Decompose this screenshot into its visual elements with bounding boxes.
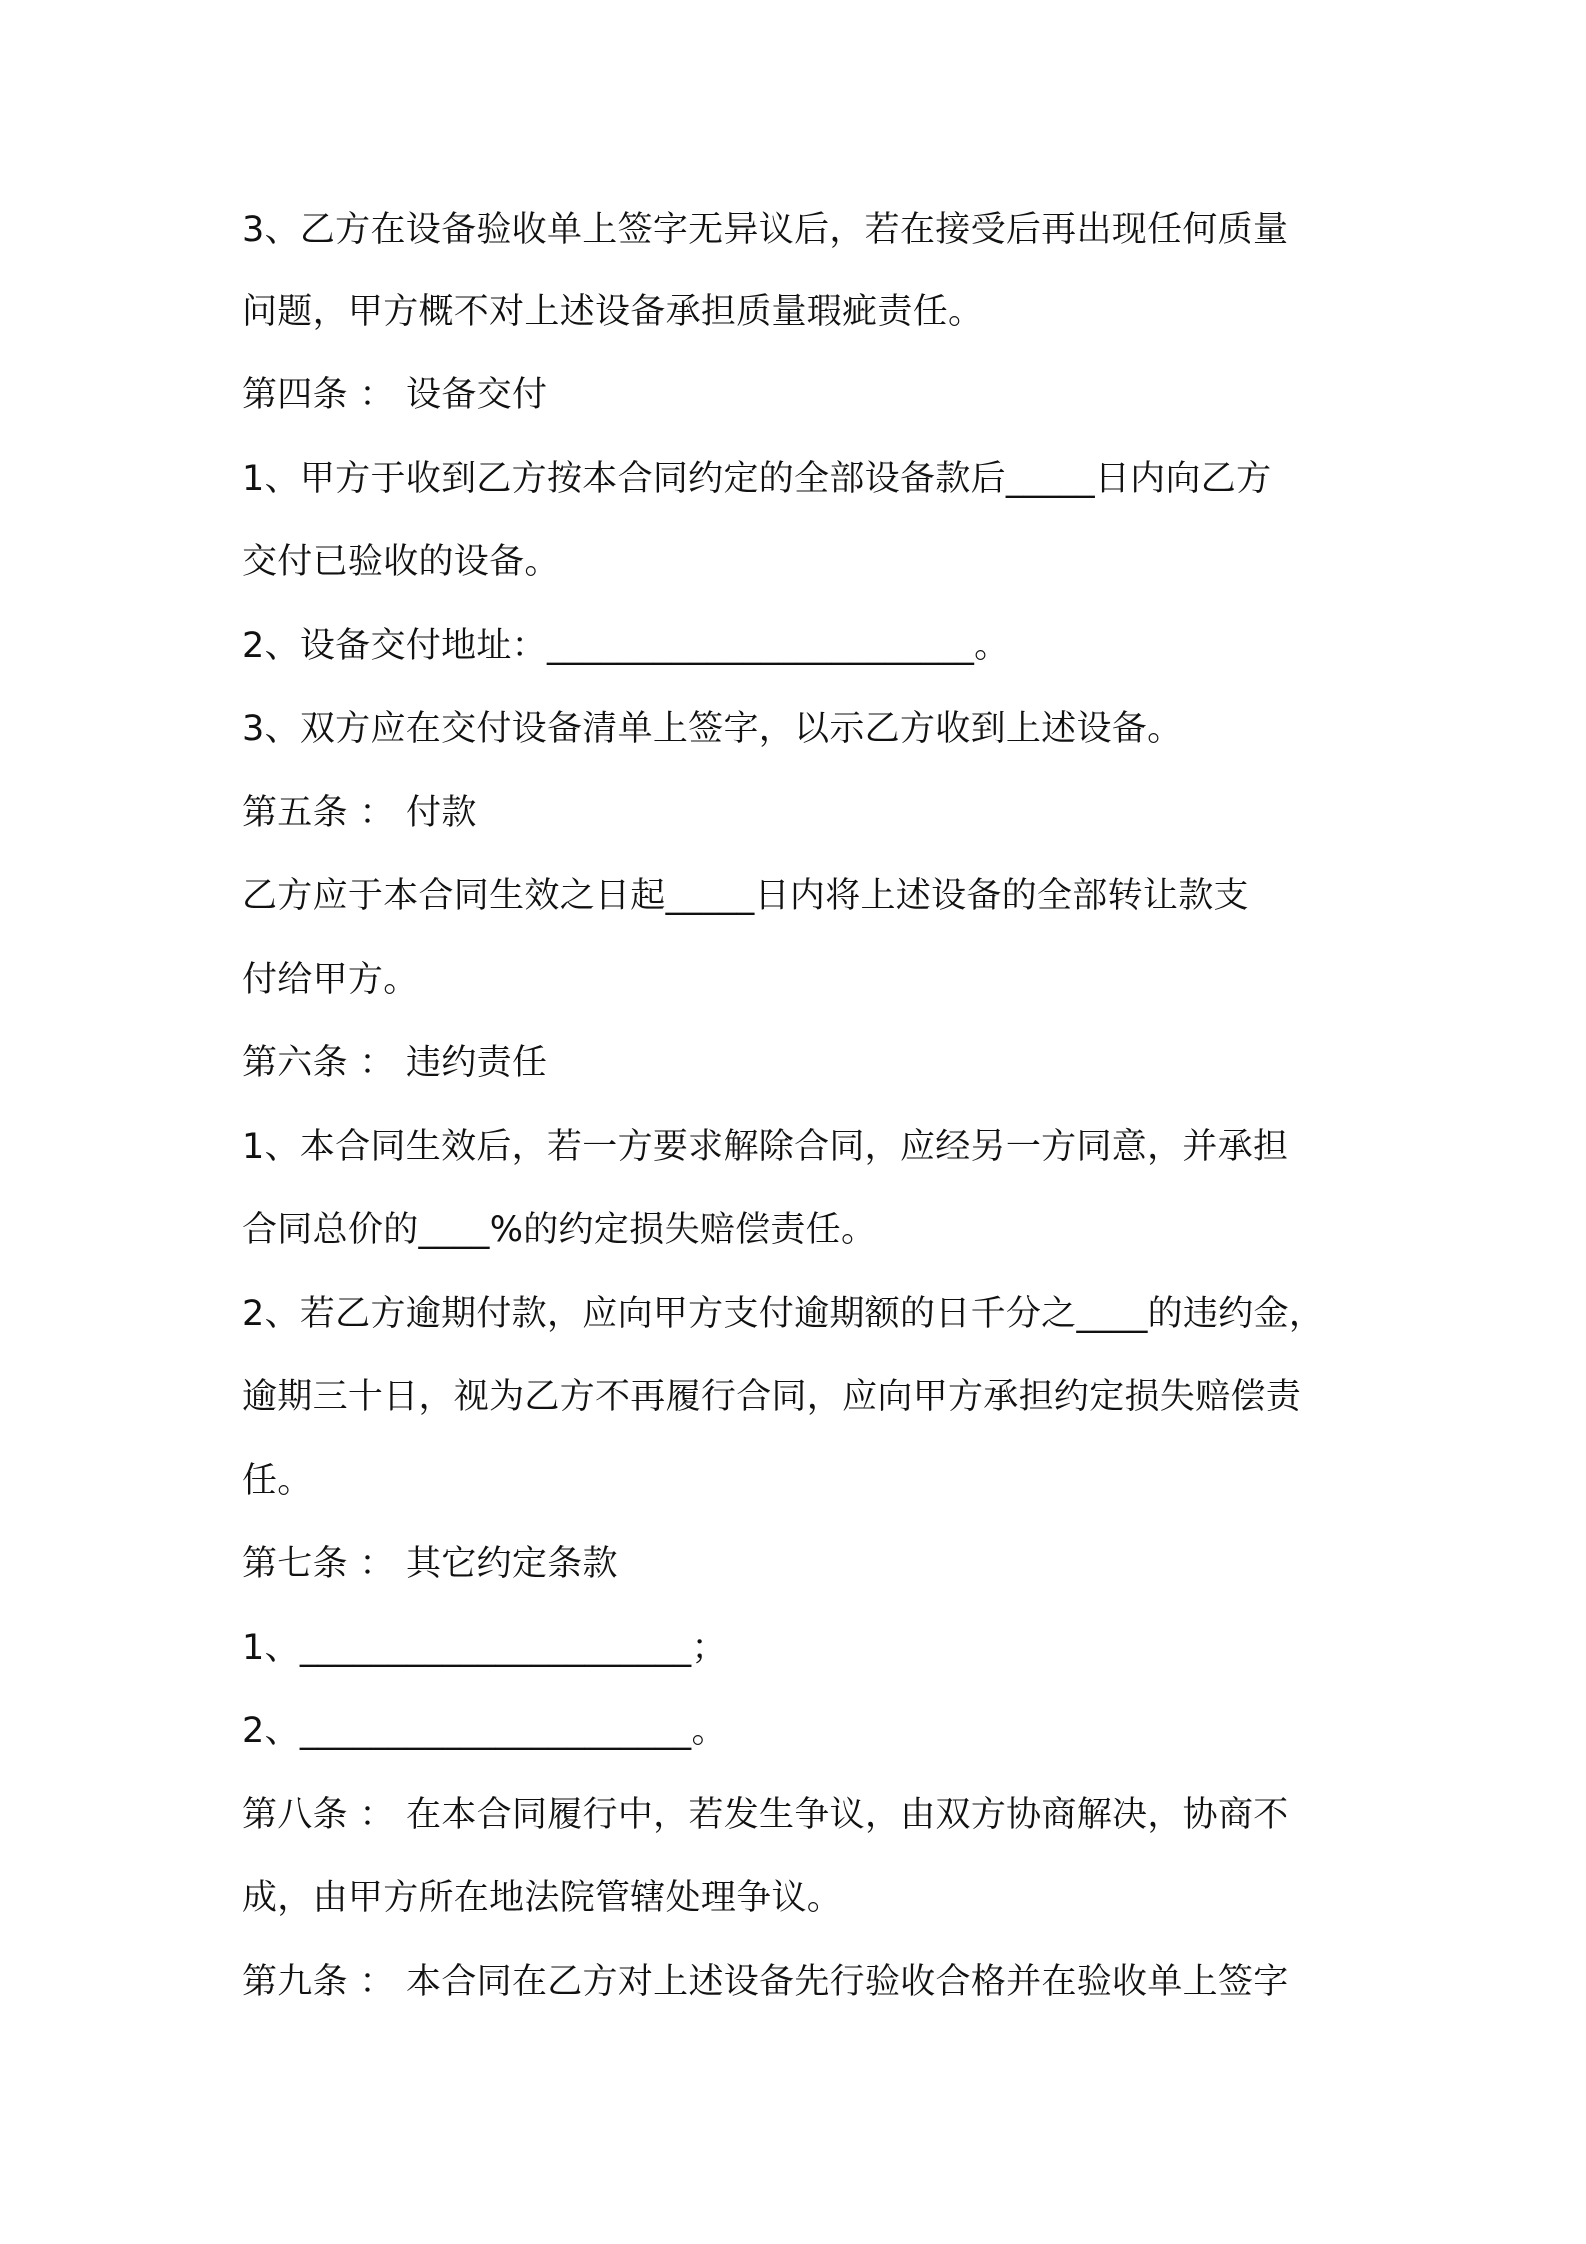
article-4-heading: 第四条 ： 设备交付 bbox=[242, 375, 548, 415]
clause-6-1-line-2: 合同总价的____%的约定损失赔偿责任。 bbox=[242, 1210, 877, 1250]
clause-7-1: 1、______________________； bbox=[242, 1628, 727, 1668]
article-5-text-line-2: 付给甲方。 bbox=[242, 960, 419, 1000]
clause-6-1-line-1: 1、本合同生效后，若一方要求解除合同，应经另一方同意，并承担 bbox=[242, 1127, 1289, 1167]
clause-6-2-line-3: 任。 bbox=[242, 1461, 313, 1501]
article-8-line-2: 成，由甲方所在地法院管辖处理争议。 bbox=[242, 1878, 843, 1918]
clause-6-2-line-2: 逾期三十日，视为乙方不再履行合同，应向甲方承担约定损失赔偿责 bbox=[242, 1377, 1302, 1417]
clause-4-3: 3、双方应在交付设备清单上签字，以示乙方收到上述设备。 bbox=[242, 709, 1183, 749]
article-5-text-line-1: 乙方应于本合同生效之日起_____日内将上述设备的全部转让款支 bbox=[242, 876, 1249, 916]
clause-6-2-line-1: 2、若乙方逾期付款，应向甲方支付逾期额的日千分之____的违约金， bbox=[242, 1294, 1325, 1334]
clause-7-2: 2、______________________。 bbox=[242, 1711, 727, 1751]
clause-4-1-line-1: 1、甲方于收到乙方按本合同约定的全部设备款后_____日内向乙方 bbox=[242, 459, 1272, 499]
article-5-heading: 第五条 ： 付款 bbox=[242, 793, 477, 833]
article-9-line-1: 第九条 ： 本合同在乙方对上述设备先行验收合格并在验收单上签字 bbox=[242, 1962, 1289, 2002]
article-7-heading: 第七条 ： 其它约定条款 bbox=[242, 1544, 618, 1584]
clause-4-2: 2、设备交付地址：________________________。 bbox=[242, 626, 1010, 666]
clause-3-3-line-2: 问题，甲方概不对上述设备承担质量瑕疵责任。 bbox=[242, 292, 984, 332]
clause-4-1-line-2: 交付已验收的设备。 bbox=[242, 542, 560, 582]
clause-3-3-line-1: 3、乙方在设备验收单上签字无异议后，若在接受后再出现任何质量 bbox=[242, 210, 1289, 250]
article-8-line-1: 第八条 ： 在本合同履行中，若发生争议，由双方协商解决，协商不 bbox=[242, 1795, 1289, 1835]
article-6-heading: 第六条 ： 违约责任 bbox=[242, 1043, 548, 1083]
